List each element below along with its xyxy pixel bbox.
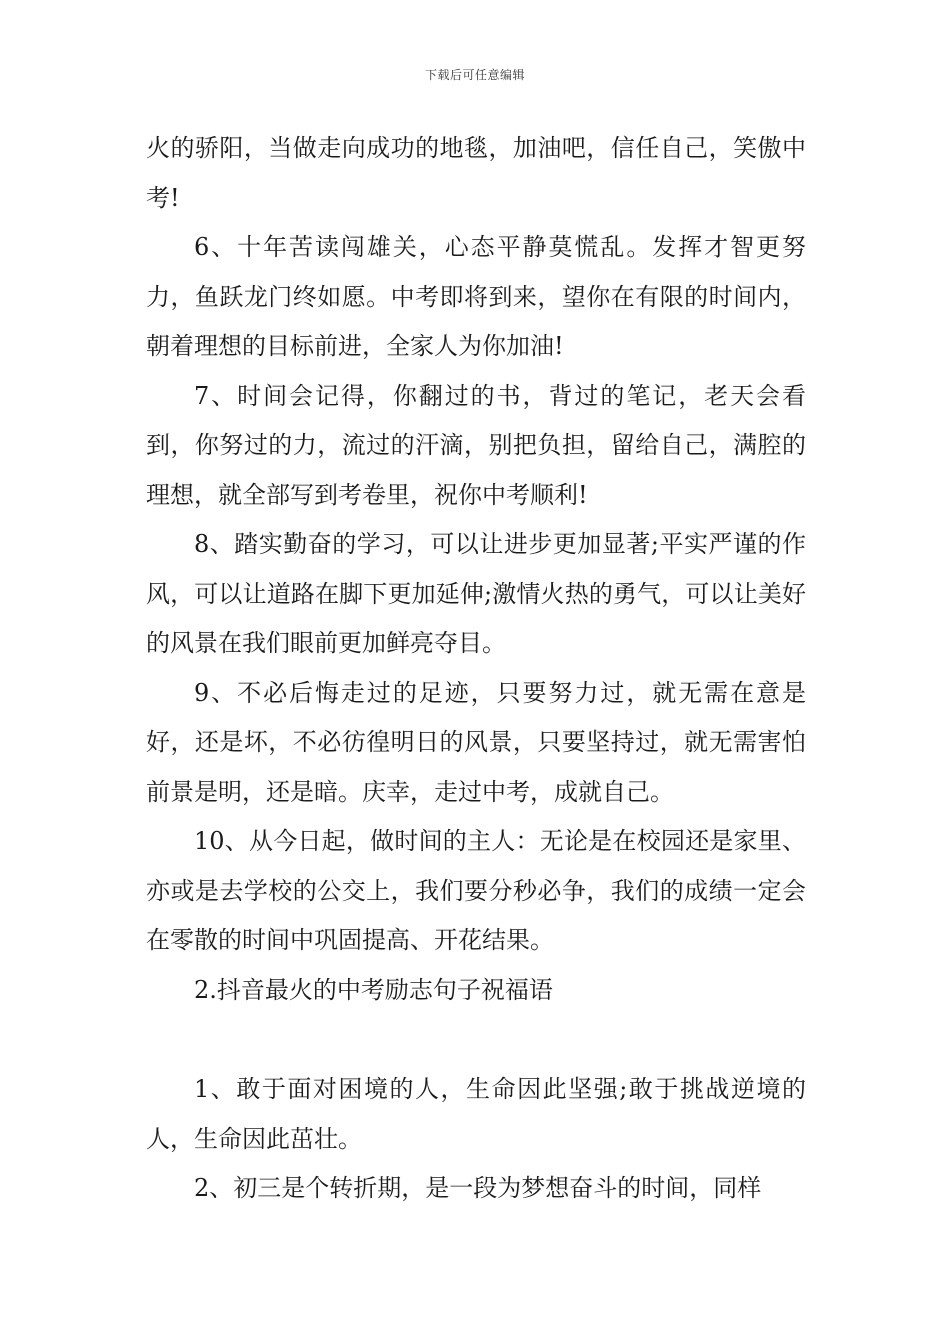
section-spacer	[146, 1015, 806, 1065]
document-body	[146, 124, 806, 1214]
paragraph-item-6: 6、十年苦读闯雄关，心态平静莫慌乱。发挥才智更努力，鱼跃龙门终如愿。中考即将到来，望你在有限的时间内，朝着理想的目标前进，全家人为你加油!	[146, 233, 806, 360]
paragraph-item-10: 10、从今日起，做时间的主人：无论是在校园还是家里、亦或是去学校的公交上，我们要分秒必争，我们的成绩一定会在零散的时间中巩固提高、开花结果。	[146, 827, 806, 954]
paragraph-item-7: 7、时间会记得，你翻过的书，背过的笔记，老天会看到，你努过的力，流过的汗滴，别把负担，留给自己，满腔的理想，就全部写到考卷里，祝你中考顺利!	[146, 381, 806, 509]
page-header: 下载后可任意编辑	[424, 68, 525, 82]
paragraph-item-9: 9、不必后悔走过的足迹，只要努力过，就无需在意是好，还是坏，不必彷徨明日的风景，只要坚持过，就无需害怕前景是明，还是暗。庆幸，走过中考，成就自己。	[146, 678, 806, 806]
paragraph-item-8: 8、踏实勤奋的学习，可以让进步更加显著;平实严谨的作风，可以让道路在脚下更加延伸;激情火热的勇气，可以让美好的风景在我们眼前更加鲜亮夺目。	[146, 530, 806, 657]
section-heading: 2.抖音最火的中考励志句子祝福语	[194, 975, 553, 1004]
paragraph-continuation: 火的骄阳，当做走向成功的地毯，加油吧，信任自己，笑傲中考!	[146, 134, 806, 212]
paragraph-item-2: 2、初三是个转折期，是一段为梦想奋斗的时间，同样	[194, 1174, 762, 1202]
paragraph-item-1: 1、敢于面对困境的人，生命因此坚强;敢于挑战逆境的人，生命因此茁壮。	[146, 1075, 806, 1153]
